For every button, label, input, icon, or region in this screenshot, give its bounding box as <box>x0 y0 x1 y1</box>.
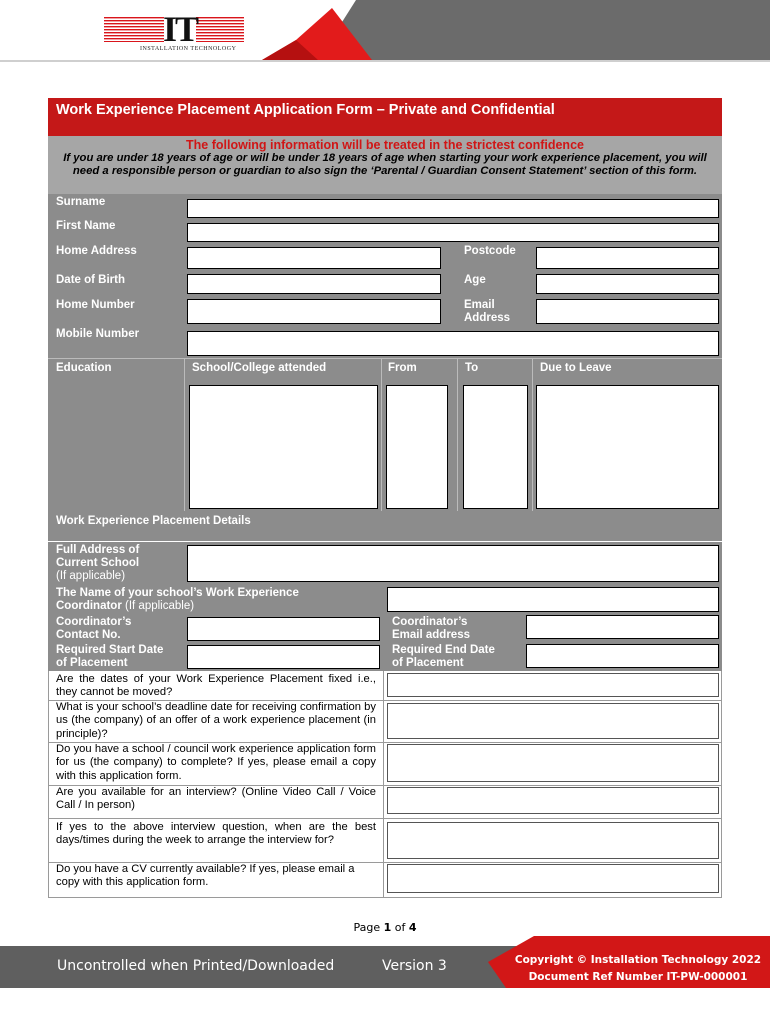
question-interview-availability: Are you available for an interview? (Online Video Call / Voice Call / In person) <box>56 786 376 812</box>
home-address-field[interactable] <box>187 247 441 269</box>
end-date-label-line2: of Placement <box>392 657 464 669</box>
from-header: From <box>388 362 417 374</box>
coordinator-email-label-line1: Coordinator’s <box>392 616 468 628</box>
age-notice: If you are under 18 years of age or will be under 18 years of age when starting your work experience placement, you will need a responsible person or guardian to also sign the ‘Parental / Guardian Consent Statement’ section of this form. <box>63 152 707 178</box>
placement-section-header <box>48 511 722 541</box>
email-label-line2: Address <box>464 312 511 324</box>
answer-interview-times[interactable] <box>387 822 719 859</box>
version-label: Version 3 <box>382 958 447 974</box>
logo-tagline: INSTALLATION TECHNOLOGY <box>140 46 237 52</box>
surname-field[interactable] <box>187 199 719 218</box>
education-label: Education <box>56 362 112 374</box>
end-date-label-line1: Required End Date <box>392 644 495 656</box>
postcode-field[interactable] <box>536 247 719 269</box>
age-label: Age <box>464 274 486 286</box>
question-council-form: Do you have a school / council work experience application form for us (the company) to complete? If yes, please email a copy with this application form. <box>56 743 376 782</box>
due-to-leave-header: Due to Leave <box>540 362 612 374</box>
confidential-note: The following information will be treated in the strictest confidence <box>186 138 584 152</box>
school-attended-header: School/College attended <box>192 362 327 374</box>
current-school-note: (If applicable) <box>56 570 126 582</box>
email-label-line1: Email <box>464 299 495 311</box>
coordinator-email-label <box>386 614 476 644</box>
current-page: 1 <box>383 921 392 934</box>
answer-school-deadline[interactable] <box>387 703 719 739</box>
uncontrolled-notice: Uncontrolled when Printed/Downloaded <box>57 958 335 974</box>
footer-red-block <box>0 936 770 996</box>
home-number-label: Home Number <box>56 299 135 311</box>
due-to-leave-field[interactable] <box>536 385 719 509</box>
start-date-label-line1: Required Start Date <box>56 644 164 656</box>
start-date-label <box>50 642 169 672</box>
question-row-sep <box>48 818 722 819</box>
start-date-field[interactable] <box>187 645 380 669</box>
to-header: To <box>465 362 479 374</box>
form-title: Work Experience Placement Application Form – Private and Confidential <box>56 102 555 118</box>
total-pages: 4 <box>408 921 417 934</box>
col-sep-2 <box>457 358 458 511</box>
mobile-number-field[interactable] <box>187 331 719 356</box>
answer-cv-available[interactable] <box>387 864 719 893</box>
mobile-number-label: Mobile Number <box>56 328 140 340</box>
date-of-birth-field[interactable] <box>187 274 441 294</box>
question-cv-available: Do you have a CV currently available? If yes, please email a copy with this application form. <box>56 863 355 889</box>
answer-dates-fixed[interactable] <box>387 673 719 697</box>
coordinator-name-field[interactable] <box>387 587 719 612</box>
coordinator-name-label-line1: The Name of your school’s Work Experience <box>56 587 299 599</box>
placement-section-title: Work Experience Placement Details <box>56 515 251 527</box>
question-school-deadline: What is your school’s deadline date for receiving confirmation by us (the company) of an offer of a work experience placement (in principle)? <box>56 701 376 740</box>
question-dates-fixed: Are the dates of your Work Experience Placement fixed i.e., they cannot be moved? <box>56 673 376 699</box>
coordinator-name-note: (If applicable) <box>121 600 195 612</box>
email-field[interactable] <box>536 299 719 324</box>
start-date-label-line2: of Placement <box>56 657 128 669</box>
coordinator-name-label <box>50 585 386 615</box>
school-attended-field[interactable] <box>189 385 378 509</box>
coordinator-email-field[interactable] <box>526 615 719 639</box>
surname-label: Surname <box>56 196 106 208</box>
current-school-label-line2: Current School <box>56 557 140 569</box>
date-of-birth-label: Date of Birth <box>56 274 125 286</box>
coordinator-email-label-line2: Email address <box>392 629 470 641</box>
coordinator-contact-label <box>50 614 137 644</box>
page-number: Page 1 of 4 <box>353 921 417 934</box>
from-field[interactable] <box>386 385 448 509</box>
email-label <box>458 297 516 327</box>
form-title-bar <box>48 98 722 136</box>
copyright-text: Copyright © Installation Technology 2022 <box>514 954 762 966</box>
coordinator-contact-label-line2: Contact No. <box>56 629 121 641</box>
header-banner <box>0 0 770 62</box>
postcode-label: Postcode <box>464 245 516 257</box>
current-school-label <box>50 542 186 585</box>
question-interview-times: If yes to the above interview question, when are the best days/times during the week to arrange the interview for? <box>56 821 376 847</box>
coordinator-name-label-line2: Coordinator <box>56 600 122 612</box>
answer-interview-availability[interactable] <box>387 787 719 814</box>
coordinator-contact-label-line1: Coordinator’s <box>56 616 132 628</box>
to-field[interactable] <box>463 385 528 509</box>
home-address-label: Home Address <box>56 245 137 257</box>
coordinator-contact-field[interactable] <box>187 617 380 641</box>
end-date-label <box>386 642 501 672</box>
current-school-field[interactable] <box>187 545 719 582</box>
first-name-field[interactable] <box>187 223 719 242</box>
current-school-label-line1: Full Address of <box>56 544 140 556</box>
logo-letters: IT <box>162 9 198 49</box>
first-name-label: First Name <box>56 220 116 232</box>
col-sep-1 <box>381 358 382 511</box>
home-number-field[interactable] <box>187 299 441 324</box>
answer-council-form[interactable] <box>387 744 719 782</box>
end-date-field[interactable] <box>526 644 719 668</box>
col-sep-3 <box>532 358 533 511</box>
age-field[interactable] <box>536 274 719 294</box>
document-ref: Document Ref Number IT-PW-000001 <box>528 971 748 983</box>
company-logo <box>100 9 250 58</box>
notice-block <box>48 136 722 194</box>
